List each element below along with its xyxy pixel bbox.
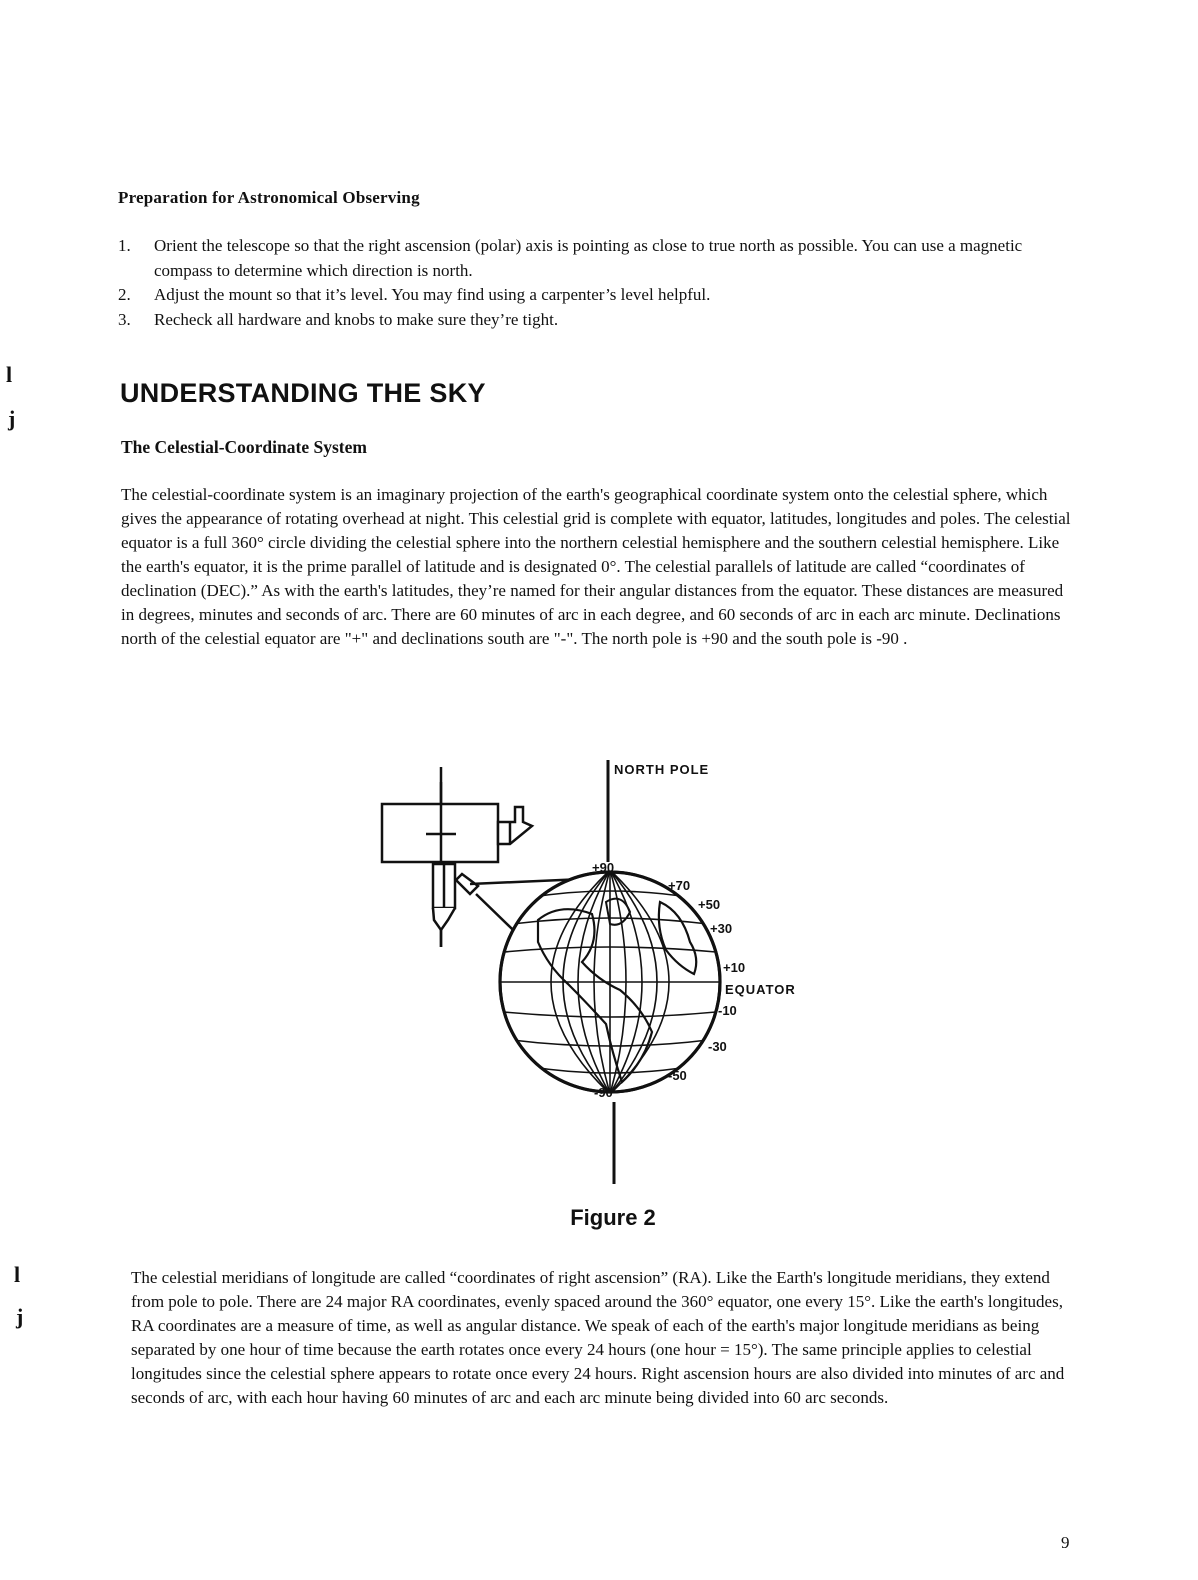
declination-label: -50 [668, 1068, 687, 1083]
figure-caption: Figure 2 [570, 1205, 656, 1230]
list-item [118, 308, 1078, 333]
step-number: 1. [118, 236, 131, 255]
declination-label: +50 [698, 897, 721, 912]
celestial-coordinate-paragraph: The celestial-coordinate system is an imaginary projection of the earth's geographical coordinate system onto the celestial sphere, which gives the appearance of rotating overhead at night. This celestial grid is complete with equator, latitudes, longitudes and poles. The celestial equator is a full 360° circle dividing the celestial sphere into the northern celestial hemisphere and the southern celestial hemisphere. Like the earth's equator, it is the prime parallel of latitude and is designated 0°. The celestial parallels of latitude are called “coordinates of declination (DEC).” As with the earth's latitudes, they’re named for their angular distances from the equator. These distances are measured in degrees, minutes and seconds of arc. There are 60 minutes of arc in each degree, and 60 seconds of arc in each arc minute. Declinations north of the celestial equator are "+" and declinations south are "-". The north pole is +90 and the south pole is -90 . [121, 485, 1071, 648]
celestial-sphere-figure [360, 752, 820, 1192]
preparation-steps [118, 234, 1078, 332]
step-number: 2. [118, 285, 131, 304]
declination-label: -10 [718, 1003, 737, 1018]
step-number: 3. [118, 309, 131, 329]
declination-label: +10 [723, 960, 746, 975]
declination-label: +30 [710, 921, 733, 936]
margin-mark: j [8, 406, 16, 431]
step-text: Recheck all hardware and knobs to make sure they’re tight. [154, 309, 559, 329]
right-ascension-paragraph: The celestial meridians of longitude are called “coordinates of right ascension” (RA). Like the Earth's longitude meridians, they extend from pole to pole. There are 24 major RA coordinates, evenly spaced around the 360° equator, one every 15°. Like the earth's longitudes, RA coordinates are a measure of time, as well as angular distance. We speak of each of the earth's major longitude meridians as being separated by one hour of time because the earth rotates once every 24 hours (one hour = 15°). The same principle applies to celestial longitudes since the celestial sphere appears to rotate once every 24 hours. Right ascension hours are also divided into minutes of arc and seconds of arc, with each hour having 60 minutes of arc and each arc minute being divided into 60 arc seconds. [131, 1268, 1065, 1407]
declination-label: -30 [708, 1039, 727, 1054]
step-text: Orient the telescope so that the right ascension (polar) axis is pointing as close to true north as possible. You can use a magnetic compass to determine which direction is north. [154, 236, 1023, 280]
margin-mark: j [16, 1304, 24, 1329]
subsection-heading: The Celestial-Coordinate System [121, 437, 367, 457]
declination-label: +70 [668, 878, 691, 893]
declination-label: +90 [592, 860, 615, 875]
list-item [118, 234, 1078, 283]
section-heading: UNDERSTANDING THE SKY [120, 378, 486, 408]
list-item [118, 283, 1078, 308]
equator-label: EQUATOR [725, 982, 796, 997]
margin-mark: l [6, 362, 13, 387]
page-number: 9 [1061, 1533, 1070, 1552]
preparation-title: Preparation for Astronomical Observing [118, 188, 420, 207]
step-text: Adjust the mount so that it’s level. You may find using a carpenter’s level helpful. [154, 285, 711, 304]
declination-label: -90 [594, 1085, 613, 1100]
margin-mark: l [14, 1262, 21, 1287]
globe-illustration [500, 869, 720, 1095]
north-pole-label: NORTH POLE [614, 762, 710, 777]
